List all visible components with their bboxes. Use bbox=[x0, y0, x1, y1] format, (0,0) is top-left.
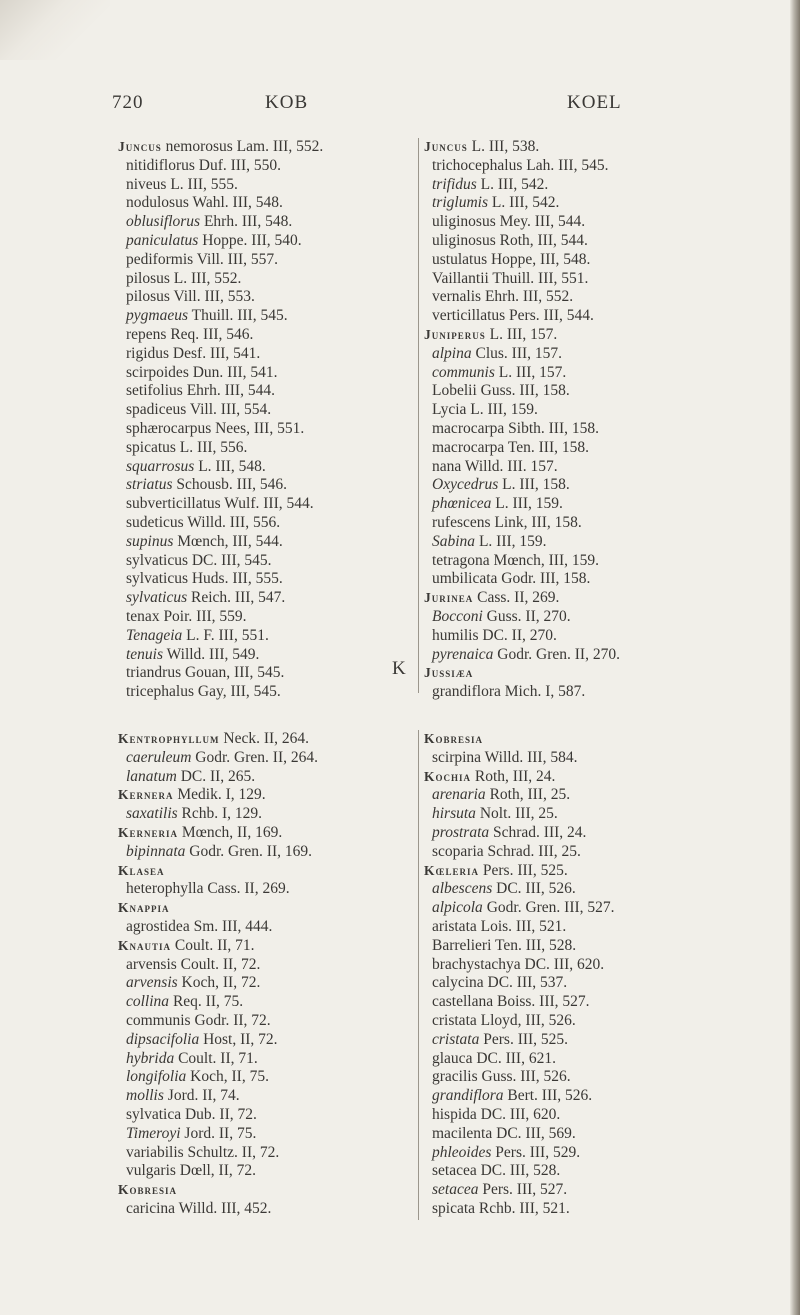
genus-name: Kœleria bbox=[424, 862, 480, 878]
genus-name: Kobresia bbox=[118, 1182, 178, 1198]
species-entry bbox=[424, 974, 615, 993]
species-name-italic: saxatilis bbox=[126, 805, 178, 823]
entry-text: Host, II, 72. bbox=[199, 1030, 278, 1048]
species-entry bbox=[118, 570, 323, 589]
species-name-italic: oblusiflorus bbox=[126, 213, 201, 231]
species-entry bbox=[424, 401, 620, 420]
species-entry bbox=[424, 1050, 615, 1069]
species-name-italic: trifidus bbox=[432, 175, 477, 193]
species-entry bbox=[118, 1106, 318, 1125]
entry-text: Bert. III, 526. bbox=[503, 1087, 593, 1105]
species-entry bbox=[424, 1125, 615, 1144]
entry-text: spadiceus Vill. III, 554. bbox=[126, 401, 272, 419]
species-name-italic: arenaria bbox=[432, 786, 486, 804]
genus-entry bbox=[118, 862, 318, 881]
entry-text: Rchb. I, 129. bbox=[177, 805, 263, 823]
entry-text: calycina DC. III, 537. bbox=[432, 974, 568, 992]
entry-text: spicatus L. III, 556. bbox=[126, 438, 248, 456]
entry-text: L. III, 159. bbox=[491, 495, 563, 513]
entry-text: arvensis Coult. II, 72. bbox=[126, 955, 261, 973]
species-entry bbox=[424, 1031, 615, 1050]
species-name-italic: paniculatus bbox=[126, 231, 199, 249]
species-name-italic: pygmaeus bbox=[126, 307, 188, 325]
genus-entry bbox=[118, 937, 318, 956]
entry-text: repens Req. III, 546. bbox=[126, 325, 254, 343]
species-entry bbox=[118, 664, 323, 683]
entry-text: nana Willd. III. 157. bbox=[432, 457, 558, 475]
entry-text: Koch, II, 72. bbox=[177, 974, 261, 992]
species-entry bbox=[424, 345, 620, 364]
entry-text: L. III, 542. bbox=[487, 194, 560, 212]
species-name-italic: squarrosus bbox=[126, 457, 195, 475]
entry-text: Medik. I, 129. bbox=[173, 786, 266, 804]
genus-entry bbox=[118, 730, 318, 749]
genus-name: Knappia bbox=[118, 900, 170, 916]
entry-text: L. III, 158. bbox=[498, 476, 570, 494]
entry-text: spicata Rchb. III, 521. bbox=[432, 1199, 570, 1217]
genus-entry bbox=[118, 786, 318, 805]
species-name-italic: tenuis bbox=[126, 645, 164, 663]
entry-text: ustulatus Hoppe, III, 548. bbox=[432, 250, 591, 268]
page-corner-shadow bbox=[0, 0, 110, 60]
species-entry bbox=[424, 157, 620, 176]
entry-text: uliginosus Mey. III, 544. bbox=[432, 213, 586, 231]
species-entry bbox=[424, 495, 620, 514]
column-divider-bottom bbox=[418, 730, 419, 1220]
entry-text: scoparia Schrad. III, 25. bbox=[432, 842, 581, 860]
species-entry bbox=[118, 251, 323, 270]
species-name-italic: prostrata bbox=[432, 823, 490, 841]
species-entry bbox=[424, 899, 615, 918]
entry-text: heterophylla Cass. II, 269. bbox=[126, 880, 290, 898]
species-name-italic: phleoides bbox=[432, 1143, 492, 1161]
species-entry bbox=[118, 157, 323, 176]
species-entry bbox=[118, 326, 323, 345]
species-entry bbox=[424, 786, 615, 805]
species-entry bbox=[424, 382, 620, 401]
species-entry bbox=[424, 1106, 615, 1125]
entry-text: aristata Lois. III, 521. bbox=[432, 917, 567, 935]
species-entry bbox=[118, 232, 323, 251]
species-name-italic: supinus bbox=[126, 532, 174, 550]
entry-text: scirpoides Dun. III, 541. bbox=[126, 363, 278, 381]
entry-text: Godr. Gren. II, 270. bbox=[493, 645, 620, 663]
entry-text: Schousb. III, 546. bbox=[172, 476, 288, 494]
entry-text: Jord. II, 74. bbox=[163, 1087, 240, 1105]
species-entry bbox=[424, 476, 620, 495]
species-name-italic: Oxycedrus bbox=[432, 476, 499, 494]
entry-text: Roth, III, 24. bbox=[471, 767, 556, 785]
species-entry bbox=[424, 880, 615, 899]
species-entry bbox=[118, 213, 323, 232]
species-name-italic: striatus bbox=[126, 476, 173, 494]
species-entry bbox=[118, 956, 318, 975]
species-entry bbox=[118, 495, 323, 514]
entry-text: Thuill. III, 545. bbox=[188, 307, 288, 325]
entry-text: variabilis Schultz. II, 72. bbox=[126, 1143, 280, 1161]
entry-text: macrocarpa Sibth. III, 158. bbox=[432, 419, 599, 437]
species-name-italic: Sabina bbox=[432, 532, 476, 550]
species-entry bbox=[424, 420, 620, 439]
species-entry bbox=[118, 1200, 318, 1219]
genus-name: Kernera bbox=[118, 787, 174, 803]
species-name-italic: setacea bbox=[432, 1181, 479, 1199]
entry-text: umbilicata Godr. III, 158. bbox=[432, 570, 591, 588]
entry-text: verticillatus Pers. III, 544. bbox=[432, 307, 594, 325]
species-entry bbox=[118, 439, 323, 458]
entry-text: Pers. III, 525. bbox=[479, 1030, 569, 1048]
genus-name: Kerneria bbox=[118, 824, 179, 840]
species-entry bbox=[424, 843, 615, 862]
species-entry bbox=[424, 552, 620, 571]
species-entry bbox=[424, 1181, 615, 1200]
species-entry bbox=[424, 232, 620, 251]
entry-text: castellana Boiss. III, 527. bbox=[432, 993, 590, 1011]
entry-text: Nolt. III, 25. bbox=[475, 805, 558, 823]
genus-name: Klasea bbox=[118, 862, 165, 878]
entry-text: pilosus L. III, 552. bbox=[126, 269, 242, 287]
genus-name: Jurinea bbox=[424, 590, 474, 606]
species-entry bbox=[118, 1162, 318, 1181]
species-entry bbox=[118, 646, 323, 665]
entry-text: trichocephalus Lah. III, 545. bbox=[432, 156, 609, 174]
entry-text: Jord. II, 75. bbox=[180, 1124, 257, 1142]
species-name-italic: dipsacifolia bbox=[126, 1030, 200, 1048]
species-entry bbox=[118, 1031, 318, 1050]
entry-text: rufescens Link, III, 158. bbox=[432, 513, 582, 531]
index-column-bottom-left bbox=[118, 730, 318, 1219]
species-entry bbox=[118, 589, 323, 608]
entry-text: L. F. III, 551. bbox=[182, 626, 269, 644]
species-entry bbox=[118, 364, 323, 383]
entry-text: pilosus Vill. III, 553. bbox=[126, 288, 255, 306]
genus-entry bbox=[118, 899, 318, 918]
species-entry bbox=[118, 1087, 318, 1106]
entry-text: brachystachya DC. III, 620. bbox=[432, 955, 605, 973]
genus-entry bbox=[118, 138, 323, 157]
section-letter: K bbox=[392, 658, 406, 679]
entry-text: Pers. III, 525. bbox=[479, 861, 568, 879]
species-entry bbox=[118, 288, 323, 307]
species-name-italic: sylvaticus bbox=[126, 589, 188, 607]
entry-text: L. III, 157. bbox=[494, 363, 567, 381]
species-entry bbox=[424, 364, 620, 383]
species-entry bbox=[424, 749, 615, 768]
species-name-italic: grandiflora bbox=[432, 1087, 504, 1105]
species-name-italic: Timeroyi bbox=[126, 1124, 181, 1142]
entry-text: sylvaticus DC. III, 545. bbox=[126, 551, 272, 569]
page-number: 720 bbox=[112, 92, 144, 113]
entry-text: Coult. II, 71. bbox=[174, 1049, 258, 1067]
entry-text: Pers. III, 529. bbox=[491, 1143, 581, 1161]
species-entry bbox=[118, 476, 323, 495]
species-entry bbox=[424, 194, 620, 213]
species-entry bbox=[118, 608, 323, 627]
genus-name: Juncus bbox=[118, 139, 162, 154]
entry-text: tenax Poir. III, 559. bbox=[126, 607, 247, 625]
species-entry bbox=[424, 213, 620, 232]
species-entry bbox=[118, 552, 323, 571]
species-entry bbox=[118, 880, 318, 899]
species-entry bbox=[424, 956, 615, 975]
genus-entry bbox=[424, 138, 620, 157]
species-entry bbox=[118, 993, 318, 1012]
running-header bbox=[0, 92, 800, 122]
entry-text: setacea DC. III, 528. bbox=[432, 1162, 561, 1180]
entry-text: Willd. III, 549. bbox=[163, 645, 260, 663]
genus-name: Jussiæa bbox=[424, 665, 474, 681]
species-entry bbox=[118, 345, 323, 364]
entry-text: tricephalus Gay, III, 545. bbox=[126, 683, 281, 701]
entry-text: Mœnch, II, 169. bbox=[178, 823, 283, 841]
entry-text: macrocarpa Ten. III, 158. bbox=[432, 438, 589, 456]
species-name-italic: hybrida bbox=[126, 1049, 175, 1067]
genus-name: Juncus bbox=[424, 139, 468, 154]
genus-entry bbox=[118, 824, 318, 843]
right-running-head: KOEL bbox=[567, 92, 622, 113]
species-entry bbox=[118, 805, 318, 824]
entry-text: Hoppe. III, 540. bbox=[198, 231, 302, 249]
species-name-italic: hirsuta bbox=[432, 805, 476, 823]
species-entry bbox=[424, 805, 615, 824]
entry-text: Pers. III, 527. bbox=[478, 1181, 568, 1199]
species-entry bbox=[424, 251, 620, 270]
species-entry bbox=[424, 646, 620, 665]
entry-text: Clus. III, 157. bbox=[471, 344, 563, 362]
entry-text: Roth, III, 25. bbox=[485, 786, 571, 804]
entry-text: setifolius Ehrh. III, 544. bbox=[126, 382, 275, 400]
species-name-italic: albescens bbox=[432, 880, 493, 898]
entry-text: vulgaris Dœll, II, 72. bbox=[126, 1162, 257, 1180]
species-entry bbox=[424, 1162, 615, 1181]
entry-text: humilis DC. II, 270. bbox=[432, 626, 557, 644]
species-name-italic: Tenageia bbox=[126, 626, 183, 644]
entry-text: Req. II, 75. bbox=[169, 993, 244, 1011]
species-entry bbox=[118, 458, 323, 477]
species-entry bbox=[118, 768, 318, 787]
entry-text: hispida DC. III, 620. bbox=[432, 1105, 561, 1123]
species-name-italic: alpicola bbox=[432, 899, 483, 917]
genus-entry bbox=[424, 664, 620, 683]
species-entry bbox=[118, 270, 323, 289]
species-entry bbox=[118, 514, 323, 533]
entry-text: Lobelii Guss. III, 158. bbox=[432, 382, 570, 400]
genus-name: Juniperus bbox=[424, 326, 486, 342]
species-name-italic: communis bbox=[432, 363, 495, 381]
entry-text: sudeticus Willd. III, 556. bbox=[126, 513, 281, 531]
entry-text: Godr. Gren. III, 527. bbox=[482, 899, 615, 917]
genus-entry bbox=[424, 326, 620, 345]
species-entry bbox=[424, 458, 620, 477]
species-entry bbox=[424, 514, 620, 533]
species-name-italic: arvensis bbox=[126, 974, 178, 992]
entry-text: Lycia L. III, 159. bbox=[432, 401, 538, 419]
entry-text: DC. II, 265. bbox=[176, 767, 256, 785]
species-entry bbox=[118, 1050, 318, 1069]
entry-text: Reich. III, 547. bbox=[187, 589, 286, 607]
species-name-italic: bipinnata bbox=[126, 842, 186, 860]
entry-text: subverticillatus Wulf. III, 544. bbox=[126, 495, 314, 513]
entry-text: vernalis Ehrh. III, 552. bbox=[432, 288, 574, 306]
entry-text: DC. III, 526. bbox=[492, 880, 576, 898]
genus-entry bbox=[118, 1181, 318, 1200]
species-entry bbox=[118, 843, 318, 862]
species-name-italic: pyrenaica bbox=[432, 645, 494, 663]
entry-text: Coult. II, 71. bbox=[171, 936, 255, 954]
book-spine-edge bbox=[790, 0, 800, 1315]
species-name-italic: mollis bbox=[126, 1087, 164, 1105]
entry-text: L. III, 538. bbox=[467, 138, 540, 155]
species-entry bbox=[424, 307, 620, 326]
entry-text: Cass. II, 269. bbox=[473, 589, 560, 607]
species-name-italic: Bocconi bbox=[432, 607, 483, 625]
entry-text: Schrad. III, 24. bbox=[489, 823, 587, 841]
entry-text: pediformis Vill. III, 557. bbox=[126, 250, 279, 268]
entry-text: macilenta DC. III, 569. bbox=[432, 1124, 576, 1142]
genus-name: Knautia bbox=[118, 937, 172, 953]
entry-text: Neck. II, 264. bbox=[219, 730, 310, 747]
species-name-italic: alpina bbox=[432, 344, 472, 362]
species-entry bbox=[118, 683, 323, 702]
species-entry bbox=[118, 533, 323, 552]
species-entry bbox=[424, 570, 620, 589]
entry-text: uliginosus Roth, III, 544. bbox=[432, 231, 588, 249]
species-entry bbox=[424, 439, 620, 458]
species-entry bbox=[118, 194, 323, 213]
species-entry bbox=[424, 270, 620, 289]
species-entry bbox=[424, 918, 615, 937]
entry-text: Koch, II, 75. bbox=[186, 1068, 269, 1086]
species-entry bbox=[118, 974, 318, 993]
index-column-bottom-right bbox=[424, 730, 615, 1219]
entry-text: grandiflora Mich. I, 587. bbox=[432, 683, 586, 701]
species-entry bbox=[424, 608, 620, 627]
genus-entry bbox=[424, 862, 615, 881]
species-entry bbox=[424, 1012, 615, 1031]
species-name-italic: caeruleum bbox=[126, 748, 192, 766]
genus-name: Kochia bbox=[424, 768, 472, 784]
left-running-head: KOB bbox=[265, 92, 309, 113]
species-entry bbox=[118, 401, 323, 420]
entry-text: sylvaticus Huds. III, 555. bbox=[126, 570, 283, 588]
genus-entry bbox=[424, 768, 615, 787]
species-entry bbox=[118, 420, 323, 439]
entry-text: Godr. Gren. II, 264. bbox=[191, 748, 318, 766]
species-entry bbox=[424, 993, 615, 1012]
species-entry bbox=[424, 288, 620, 307]
entry-text: caricina Willd. III, 452. bbox=[126, 1199, 272, 1217]
index-column-top-left bbox=[118, 138, 323, 702]
entry-text: Barrelieri Ten. III, 528. bbox=[432, 936, 577, 954]
entry-text: rigidus Desf. III, 541. bbox=[126, 344, 261, 362]
species-name-italic: collina bbox=[126, 993, 170, 1011]
species-entry bbox=[118, 1012, 318, 1031]
species-entry bbox=[118, 1068, 318, 1087]
species-entry bbox=[118, 749, 318, 768]
species-entry bbox=[424, 824, 615, 843]
genus-entry bbox=[424, 589, 620, 608]
entry-text: tetragona Mœnch, III, 159. bbox=[432, 551, 600, 569]
entry-text: Godr. Gren. II, 169. bbox=[185, 842, 312, 860]
entry-text: sylvatica Dub. II, 72. bbox=[126, 1105, 257, 1123]
species-entry bbox=[424, 1068, 615, 1087]
entry-text: communis Godr. II, 72. bbox=[126, 1011, 271, 1029]
entry-text: nodulosus Wahl. III, 548. bbox=[126, 194, 283, 212]
species-entry bbox=[424, 627, 620, 646]
entry-text: nitidiflorus Duf. III, 550. bbox=[126, 156, 281, 174]
entry-text: nemorosus Lam. III, 552. bbox=[161, 138, 324, 155]
species-name-italic: phœnicea bbox=[432, 495, 492, 513]
entry-text: glauca DC. III, 621. bbox=[432, 1049, 556, 1067]
entry-text: gracilis Guss. III, 526. bbox=[432, 1068, 571, 1086]
entry-text: agrostidea Sm. III, 444. bbox=[126, 917, 273, 935]
entry-text: Guss. II, 270. bbox=[482, 607, 571, 625]
genus-name: Kobresia bbox=[424, 731, 484, 746]
species-name-italic: triglumis bbox=[432, 194, 488, 212]
genus-entry bbox=[424, 730, 615, 749]
species-entry bbox=[424, 683, 620, 702]
column-divider-top bbox=[418, 138, 419, 693]
entry-text: L. III, 548. bbox=[194, 457, 266, 475]
entry-text: L. III, 159. bbox=[475, 532, 547, 550]
species-name-italic: cristata bbox=[432, 1030, 480, 1048]
entry-text: triandrus Gouan, III, 545. bbox=[126, 664, 285, 682]
entry-text: sphærocarpus Nees, III, 551. bbox=[126, 419, 305, 437]
species-entry bbox=[118, 1125, 318, 1144]
species-entry bbox=[424, 937, 615, 956]
species-entry bbox=[118, 176, 323, 195]
entry-text: cristata Lloyd, III, 526. bbox=[432, 1011, 576, 1029]
entry-text: L. III, 542. bbox=[476, 175, 549, 193]
species-entry bbox=[424, 533, 620, 552]
entry-text: scirpina Willd. III, 584. bbox=[432, 748, 578, 766]
entry-text: Mœnch, III, 544. bbox=[173, 532, 283, 550]
species-name-italic: longifolia bbox=[126, 1068, 187, 1086]
species-entry bbox=[424, 1087, 615, 1106]
species-entry bbox=[424, 176, 620, 195]
entry-text: Ehrh. III, 548. bbox=[200, 213, 293, 231]
species-entry bbox=[424, 1200, 615, 1219]
species-entry bbox=[424, 1144, 615, 1163]
entry-text: L. III, 157. bbox=[485, 325, 558, 343]
species-name-italic: lanatum bbox=[126, 767, 177, 785]
index-column-top-right bbox=[424, 138, 620, 702]
entry-text: Vaillantii Thuill. III, 551. bbox=[432, 269, 589, 287]
species-entry bbox=[118, 382, 323, 401]
genus-name: Kentrophyllum bbox=[118, 731, 220, 746]
species-entry bbox=[118, 307, 323, 326]
species-entry bbox=[118, 918, 318, 937]
species-entry bbox=[118, 627, 323, 646]
species-entry bbox=[118, 1144, 318, 1163]
entry-text: niveus L. III, 555. bbox=[126, 175, 238, 193]
